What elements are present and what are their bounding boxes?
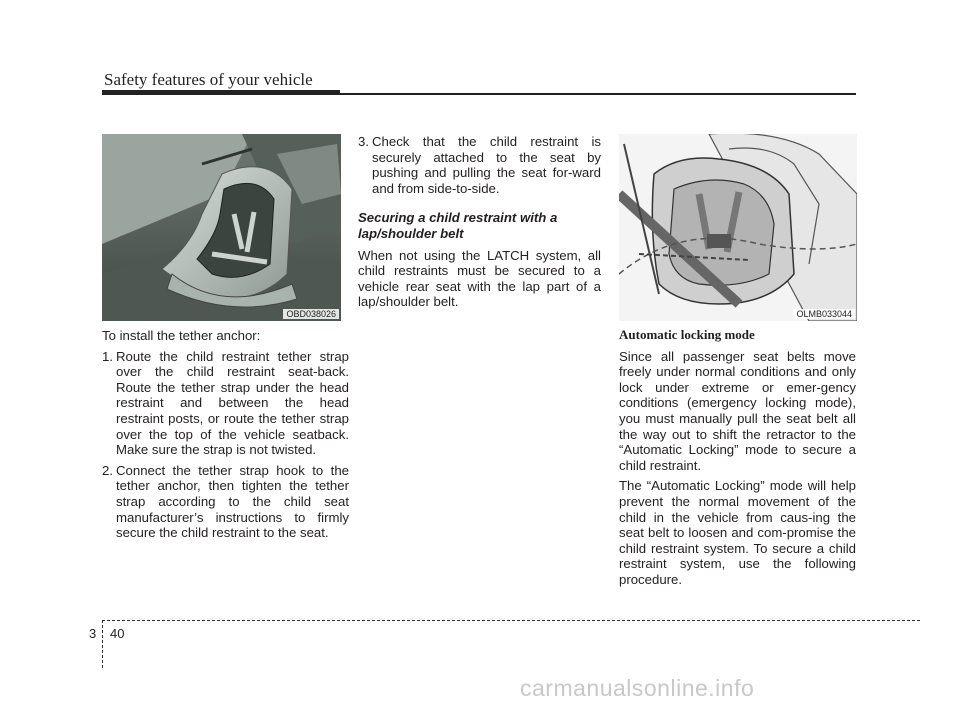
footer-vertical-rule xyxy=(102,620,103,668)
page-header-title: Safety features of your vehicle xyxy=(104,70,313,89)
step-number: 3. xyxy=(358,134,369,149)
step-1 xyxy=(102,349,349,458)
header-rule xyxy=(102,93,856,95)
subheading-line-2: lap/shoulder belt xyxy=(358,225,464,241)
section-heading: Automatic locking mode xyxy=(619,327,755,342)
step-number: 1. xyxy=(102,348,113,364)
footer-rule xyxy=(102,620,920,621)
lap-belt-illustration xyxy=(619,134,857,321)
column-middle xyxy=(358,134,601,315)
step-3 xyxy=(358,134,601,196)
section-body: When not using the LATCH system, all child restraints must be secured to a vehicle rear seat with the lap part of a lap/shoulder belt. xyxy=(358,247,601,310)
page-number: 40 xyxy=(110,626,125,641)
subheading-line-1: Securing a child restraint with a xyxy=(358,210,558,226)
watermark: carmanualsonline.info xyxy=(520,675,755,701)
figure-code-right: OLMB033044 xyxy=(793,309,855,319)
figure-child-seat-installed xyxy=(102,134,341,321)
chapter-number: 3 xyxy=(89,626,97,641)
figure-code-left: OBD038026 xyxy=(283,309,339,319)
step-2 xyxy=(102,463,349,541)
column-right xyxy=(619,327,856,593)
figure-lap-shoulder-belt xyxy=(619,134,857,321)
step-text: Route the child restraint tether strap over the child restraint seat-back. Route the tether strap under the head restraint and between the head restraint posts, or route the tether strap over the top of the vehicle seatback. Make sure the strap is not twisted. xyxy=(116,348,349,458)
step-text: Connect the tether strap hook to the tether anchor, then tighten the tether strap according to the child seat manufacturer’s instructions to firmly secure the child restraint to the seat. xyxy=(116,462,349,541)
paragraph-1: Since all passenger seat belts move freely under normal conditions and only lock under extreme or emer-gency conditions (emergency locking mode), you must manually pull the seat belt all the way out to shift the retractor to the “Automatic Locking” mode to secure a child restraint. xyxy=(619,348,856,473)
column-left xyxy=(102,328,349,546)
step-number: 2. xyxy=(102,462,113,478)
paragraph-2: The “Automatic Locking” mode will help prevent the normal movement of the child in the vehicle from caus-ing the seat belt to loosen and com-promise the child restraint system. To secure a child restraint system, use the following procedure. xyxy=(619,478,856,587)
section-subheading xyxy=(358,210,601,241)
child-seat-photo xyxy=(102,134,341,321)
step-text: Check that the child restraint is securely attached to the seat by pushing and pulling the seat for-ward and from side-to-side. xyxy=(372,134,601,196)
intro-text: To install the tether anchor: xyxy=(102,328,261,343)
